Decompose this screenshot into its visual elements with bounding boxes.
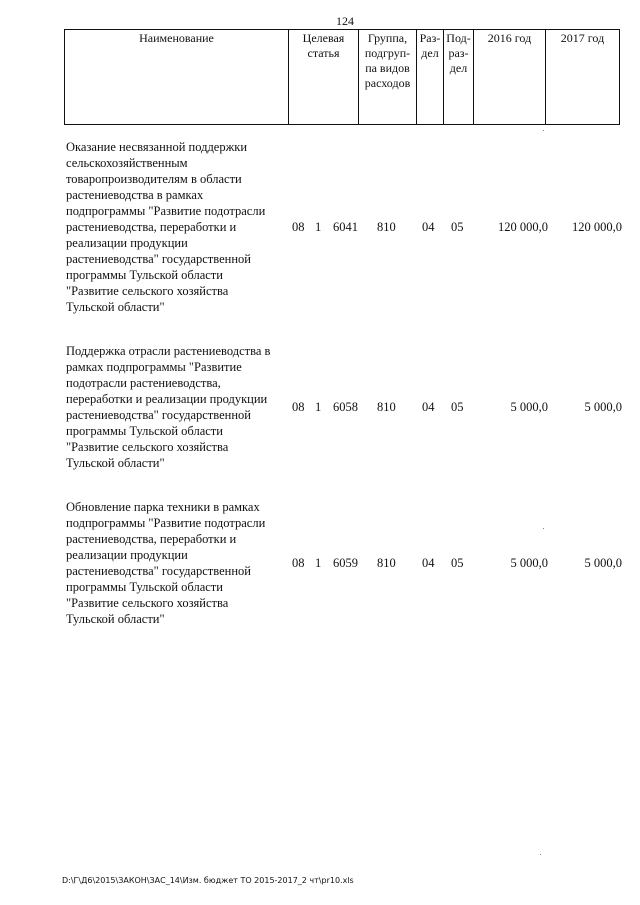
scan-speck — [543, 528, 544, 529]
header-year-2017: 2017 год — [546, 30, 620, 125]
cell-group: 810 — [377, 556, 396, 570]
code-program: 08 — [292, 556, 305, 570]
scan-speck — [540, 854, 541, 855]
row-name: Обновление парка техники в рамках подпрограммы "Развитие подотрасли растениеводства, переработки и реализации продукции растениеводства" государственной программы Тульской области "Развитие сельского хозяйства Тульской области" — [66, 500, 266, 626]
header-name: Наименование — [65, 30, 289, 125]
cell-2017: 120 000,0 — [572, 220, 622, 234]
cell-2017: 5 000,0 — [584, 556, 622, 570]
code-direction: 6058 — [333, 400, 358, 414]
code-subprogram: 1 — [315, 400, 322, 414]
code-subprogram: 1 — [315, 220, 322, 234]
header-year-2016: 2016 год — [474, 30, 546, 125]
row-name: Оказание несвязанной поддержки сельскохозяйственным товаропроизводителям в области растениеводства в рамках подпрограммы "Развитие подотрасли растениеводства, переработки и реализации продукции растениеводства" государственной программы Тульской области "Развитие сельского хозяйства Тульской области" — [66, 140, 266, 314]
cell-subsection: 05 — [451, 400, 464, 414]
cell-section: 04 — [422, 220, 435, 234]
cell-group: 810 — [377, 400, 396, 414]
page-number: 124 — [336, 14, 354, 28]
scan-speck — [543, 130, 544, 131]
table-header — [64, 29, 620, 125]
cell-2017: 5 000,0 — [584, 400, 622, 414]
row-name: Поддержка отрасли растениеводства в рамках подпрограммы "Развитие подотрасли растениеводства, переработки и реализации продукции растениеводства" государственной программы Тульской области "Развитие сельского хозяйства Тульской области" — [66, 344, 271, 470]
header-article: Целевая статья — [289, 30, 359, 125]
cell-group: 810 — [377, 220, 396, 234]
header-section: Раз- дел — [417, 30, 444, 125]
cell-subsection: 05 — [451, 556, 464, 570]
header-subsection: Под- раз- дел — [444, 30, 474, 125]
cell-2016: 5 000,0 — [510, 556, 548, 570]
cell-subsection: 05 — [451, 220, 464, 234]
header-group: Группа, подгруп- па видов расходов — [359, 30, 417, 125]
cell-section: 04 — [422, 400, 435, 414]
code-subprogram: 1 — [315, 556, 322, 570]
code-direction: 6059 — [333, 556, 358, 570]
cell-2016: 5 000,0 — [510, 400, 548, 414]
cell-section: 04 — [422, 556, 435, 570]
code-program: 08 — [292, 220, 305, 234]
file-path-footer: D:\Г\Д6\2015\ЗАКОН\ЗАС_14\Изм. бюджет ТО 2015-2017_2 чт\pr10.xls — [62, 876, 354, 885]
cell-2016: 120 000,0 — [498, 220, 548, 234]
code-direction: 6041 — [333, 220, 358, 234]
code-program: 08 — [292, 400, 305, 414]
